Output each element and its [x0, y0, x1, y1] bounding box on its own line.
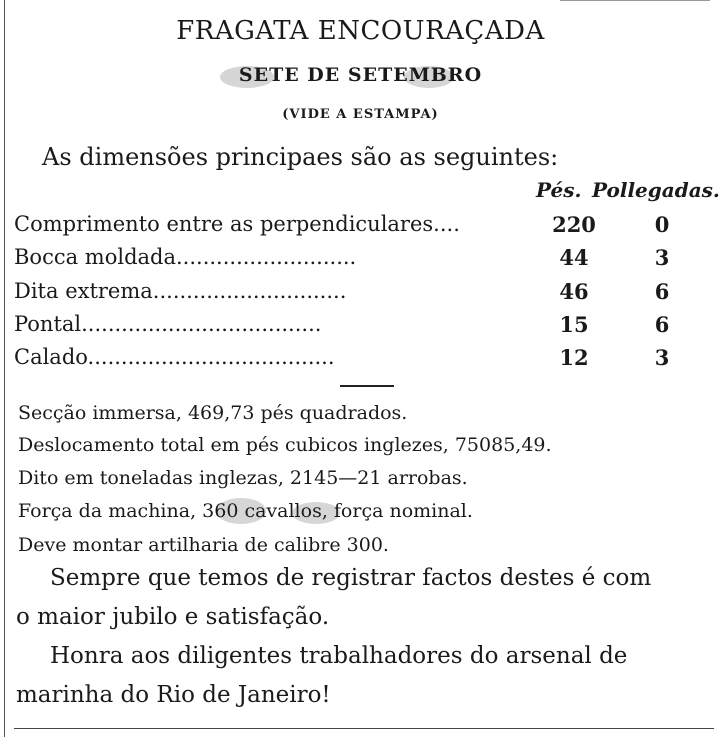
page-title: FRAGATA ENCOURAÇADA [176, 16, 545, 46]
plate-reference: (VIDE A ESTAMPA) [282, 107, 439, 122]
fact-line: Secção immersa, 469,73 pés quadrados. [18, 402, 408, 424]
dimension-row [14, 245, 714, 277]
dimension-label: Comprimento entre as perpendiculares.... [14, 212, 460, 236]
dimension-pes: 12 [559, 345, 589, 370]
dimension-pollegadas: 6 [654, 312, 670, 337]
dimension-pollegadas: 3 [654, 345, 670, 370]
section-divider [340, 385, 394, 387]
dimension-row [14, 312, 714, 344]
dimension-pes: 15 [559, 312, 589, 337]
closing-paragraph-line: Honra aos diligentes trabalhadores do arsenal de [50, 643, 628, 669]
ship-name: SETE DE SETEMBRO [238, 64, 483, 86]
dimension-row [14, 279, 714, 311]
dimension-label: Bocca moldada........................... [14, 245, 357, 269]
fact-line: Deslocamento total em pés cubicos inglezes, 75085,49. [18, 434, 552, 456]
bottom-border-rule [14, 728, 714, 729]
dimension-label: Dita extrema............................. [14, 279, 347, 303]
dimension-label: Pontal.................................... [14, 312, 322, 336]
top-border-rule [560, 0, 710, 1]
dimension-row [14, 345, 714, 377]
column-header-pollegadas: Pollegadas. [592, 178, 720, 202]
dimension-pes: 44 [559, 245, 589, 270]
fact-line: Dito em toneladas inglezas, 2145—21 arrobas. [18, 467, 468, 489]
column-header-pes: Pés. [536, 178, 582, 202]
dimension-pes: 220 [552, 212, 596, 237]
dimension-row [14, 212, 714, 244]
fact-line: Deve montar artilharia de calibre 300. [18, 534, 389, 556]
dimension-pes: 46 [559, 279, 589, 304]
dimension-pollegadas: 6 [654, 279, 670, 304]
fact-line: Força da machina, 360 cavallos, força nominal. [18, 500, 473, 522]
dimension-label: Calado..................................... [14, 345, 335, 369]
dimension-pollegadas: 3 [654, 245, 670, 270]
closing-paragraph-line: Sempre que temos de registrar factos destes é com [50, 565, 652, 591]
closing-paragraph-line: marinha do Rio de Janeiro! [16, 682, 331, 708]
dimension-pollegadas: 0 [654, 212, 670, 237]
intro-sentence: As dimensões principaes são as seguintes: [42, 143, 559, 171]
closing-paragraph-line: o maior jubilo e satisfação. [16, 604, 330, 630]
